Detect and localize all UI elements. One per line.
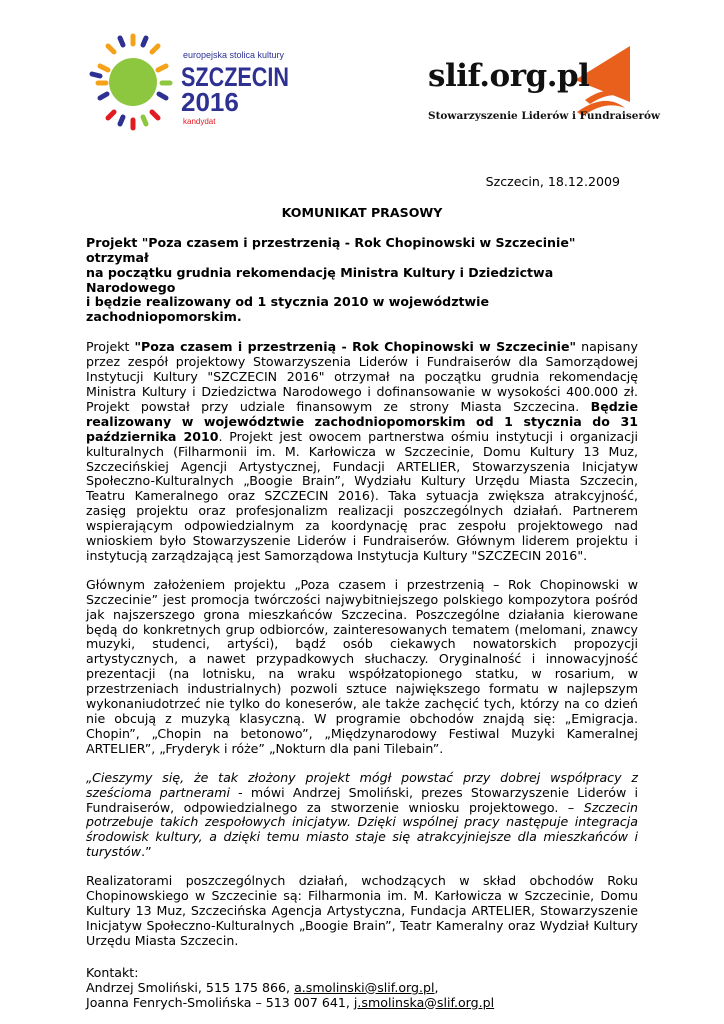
contact-person-1 [86,981,638,996]
email-link-1[interactable]: a.smolinski@slif.org.pl [294,979,435,995]
para1-pre: Projekt [86,339,135,355]
slif-name: slif.org.pl [428,58,590,94]
sun-circle [109,58,157,106]
paragraph-4: Realizatorami poszczególnych działań, wchodzących w skład obchodów Roku Chopinowskiego w Szczecinie są: Filharmonia im. M. Karłowicza w Szczecinie, Domu Kultury 13 Muz, Szczecińska Agencja Artystyczna, Fundacja ARTELIER, Stowarzyszenie Inicjatyw Społeczno-Kulturalnych „Boogie Brain”, Teatr Kameralny oraz Wydział Kultury Urzędu Miasta Szczecin. [86,873,638,948]
slif-subtitle: Stowarzyszenie Liderów i Fundraiserów [428,110,661,122]
logo-year: 2016 [181,87,239,117]
contact-1-details: Andrzej Smoliński, 515 175 866, [86,979,295,995]
contact-block [86,966,638,1011]
lead-line-1: Projekt "Poza czasem i przestrzenią - Rok Chopinowski w Szczecinie" otrzymał [86,234,576,265]
contact-1-suffix: , [434,979,439,995]
lead-line-3: i będzie realizowany od 1 stycznia 2010 w województwie zachodniopomorskim. [86,294,490,325]
paragraph-3-quote [86,771,638,860]
lead-line-2: na początku grudnia rekomendację Ministra Kultury i Dziedzictwa Narodowego [86,264,554,295]
date-line: Szczecin, 18.12.2009 [485,174,620,189]
quote-part-1: „Cieszymy się, że tak złożony projekt mógł powstać przy dobrej współpracy z sześcioma partnerami [86,769,638,800]
quote-end: .” [141,844,152,860]
para1-post: . Projekt jest owocem partnerstwa ośmiu instytucji i organizacji kulturalnych (Filharmonii im. M. Karłowicza w Szczecinie, Domu Kultury 13 Muz, Szczecińskiej Agencji Artystycznej, Fundacji ARTELIER, Stowarzyszenia Inicjatyw Społeczno-Kulturalnych „Boogie Brain”, Wydziału Kultury Urzędu Miasta Szczecin, Teatru Kameralnego oraz SZCZECIN 2016). Taka sytuacja zwiększa atrakcyjność, zasięg projektu oraz profesjonalizm realizacji poszczególnych działań. Partnerem wspierającym odpowiedzialnym za koordynację prac zespołu projektowego nad wnioskiem było Stowarzyszenie Liderów i Fundraiserów. Głównym liderem projektu i instytucją zarządzającą jest Samorządowa Instytucja Kultury "SZCZECIN 2016". [86,428,638,563]
document-title: KOMUNIKAT PRASOWY [281,204,443,220]
press-release [86,175,638,1010]
contact-person-2 [86,996,638,1011]
project-name: "Poza czasem i przestrzenią - Rok Chopinowski w Szczecinie" [134,339,577,355]
quote-attribution: - mówi Andrzej Smoliński, prezes Stowarzyszenie Liderów i Fundraiserów, odpowiedzialnego za stworzenie wniosku projektowego. [86,784,638,815]
logo-candidate: kandydat [183,117,216,126]
paragraph-2: Głównym założeniem projektu „Poza czasem i przestrzenią – Rok Chopinowski w Szczecinie” jest promocja twórczości najwybitniejszego polskiego kompozytora pośród jak najszerszego grona mieszkańców Szczecina. Poszczególne działania kierowane będą do konkretnych grup odbiorców, zainteresowanych tematem (melomani, znawcy muzyki, studenci, artyści), bądź osób ciekawych nowatorskich propozycji artystycznych, a nawet przypadkowych słuchaczy. Oryginalność i innowacyjność prezentacji (na lotnisku, na wraku współzatopionego statku, w rosarium, w przestrzeniach industrialnych) pozwoli sztuce największego formatu w najlepszym wykonaniudotrzeć nie tylko do koneserów, ale także zachęcić tych, którzy na co dzień nie obcują z muzyką klasyczną. W programie obchodów znajdą się: „Emigracja. Chopin”, „Chopin na betonowo”, „Międzynarodowy Festiwal Muzyki Kameralnej ARTELIER”, „Fryderyk i róże” „Nokturn dla pani Tilebain”. [86,576,638,756]
lead-paragraph [86,236,638,325]
para1-mid: napisany przez zespół projektowy Stowarzyszenia Liderów i Fundraiserów dla Samorządowej Instytucji Kultury "SZCZECIN 2016" otrzymał na początku grudnia rekomendację Ministra Kultury i Dziedzictwa Narodowego i dofinansowanie w wysokości 400.000 zł. Projekt powstał przy udziale finansowym ze strony Miasta Szczecina. [86,339,638,414]
logo-tagline: europejska stolica kultury [183,50,285,60]
quote-part-2: – Szczecin potrzebuje takich zespołowych inicjatyw. Dzięki wspólnej pracy następuje integracja środowisk kultury, a dzięki temu miasto staje się atrakcyjniejsze dla mieszkańców i turystów [86,799,638,860]
realization-period: Będzie realizowany w województwie zachodniopomorskim od 1 stycznia do 31 października 2010 [86,398,638,444]
logo-city: SZCZECIN [181,62,289,92]
contact-2-details: Joanna Fenrych-Smolińska – 513 007 641, [86,994,354,1010]
contact-heading: Kontakt: [86,964,139,980]
email-link-2[interactable]: j.smolinska@slif.org.pl [353,994,495,1010]
szczecin-2016-logo [78,28,298,138]
paragraph-1 [86,340,638,564]
